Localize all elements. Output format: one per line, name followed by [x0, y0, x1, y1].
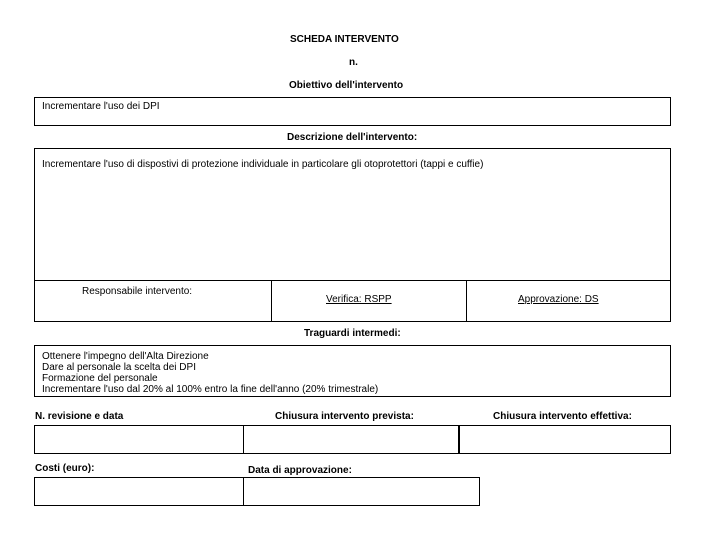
milestone-item: Dare al personale la scelta dei DPI [42, 362, 196, 373]
milestones-heading: Traguardi intermedi: [304, 328, 401, 339]
costs-label: Costi (euro): [35, 463, 95, 474]
costs-divider [243, 478, 244, 505]
objective-box [34, 97, 671, 126]
objective-heading: Obiettivo dell'intervento [289, 80, 404, 91]
description-text: Incrementare l'uso di dispostivi di protezione individuale in particolare gli otoprotettori (tappi e cuffie) [42, 159, 484, 170]
verification-text: Verifica: RSPP [326, 294, 392, 305]
approval-text: Approvazione: DS [518, 294, 599, 305]
actual-closure-label: Chiusura intervento effettiva: [493, 411, 632, 422]
objective-text: Incrementare l'uso dei DPI [42, 101, 160, 112]
milestone-item: Incrementare l'uso dal 20% al 100% entro la fine dell'anno (20% trimestrale) [42, 384, 379, 395]
milestones-list [42, 351, 378, 395]
description-heading: Descrizione dell'intervento: [287, 132, 418, 143]
page-title: SCHEDA INTERVENTO [290, 34, 399, 45]
description-divider [35, 280, 670, 281]
revision-boxes [34, 425, 671, 454]
responsibility-divider-1 [271, 280, 272, 321]
milestone-item: Formazione del personale [42, 373, 158, 384]
approval-date-label: Data di approvazione: [248, 465, 352, 476]
costs-boxes [34, 477, 480, 506]
revision-label: N. revisione e data [35, 411, 124, 422]
milestone-item: Ottenere l'impegno dell'Alta Direzione [42, 351, 209, 362]
description-box [34, 148, 671, 322]
responsibility-divider-2 [466, 280, 467, 321]
planned-closure-label: Chiusura intervento prevista: [275, 411, 414, 422]
revision-divider-2 [458, 426, 460, 453]
responsible-label: Responsabile intervento: [82, 286, 193, 297]
intervention-number-label: n. [349, 57, 358, 68]
milestones-box [34, 345, 671, 397]
revision-divider-1 [243, 426, 244, 453]
